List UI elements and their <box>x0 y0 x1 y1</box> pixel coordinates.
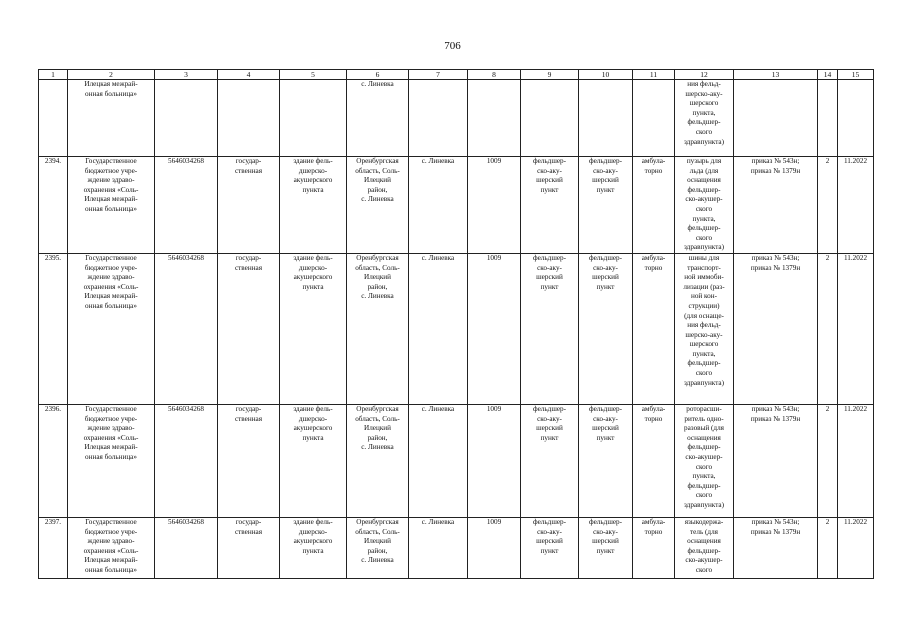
table-cell: приказ № 543н; приказ № 1379н <box>734 404 818 517</box>
table-cell: роторасши- ритель одно- разовый (для оснащения фельдшер- ско-акушер- ского пункта, фельдшер- ского здравпункта) <box>675 404 734 517</box>
table-cell <box>818 80 838 157</box>
table-cell: 2397. <box>39 517 68 578</box>
table-cell: 1009 <box>468 253 521 404</box>
table-cell <box>409 80 468 157</box>
table-cell: с. Линевка <box>409 253 468 404</box>
column-number-cell: 5 <box>280 70 347 80</box>
table-cell: фельдшер- ско-аку- шерский пункт <box>579 157 633 254</box>
page-number: 706 <box>444 40 461 52</box>
table-cell: амбула- торно <box>633 157 675 254</box>
column-number-cell: 1 <box>39 70 68 80</box>
column-number-cell: 4 <box>218 70 280 80</box>
table-cell: Государственное бюджетное учре- ждение здраво- охранения «Соль- Илецкая межрай- онная больница» <box>68 517 155 578</box>
table-cell: здание фель- дшерско- акушерского пункта <box>280 404 347 517</box>
table-cell: здание фель- дшерско- акушерского пункта <box>280 157 347 254</box>
table-cell: Илецкая межрай- онная больница» <box>68 80 155 157</box>
table-cell: с. Линевка <box>347 80 409 157</box>
table-cell <box>468 80 521 157</box>
table-row <box>39 80 874 157</box>
table-cell: 11.2022 <box>838 157 874 254</box>
column-number-cell: 10 <box>579 70 633 80</box>
table-cell: Государственное бюджетное учре- ждение здраво- охранения «Соль- Илецкая межрай- онная больница» <box>68 404 155 517</box>
table-cell: 2 <box>818 404 838 517</box>
table-row <box>39 253 874 404</box>
table-cell: с. Линевка <box>409 517 468 578</box>
table-cell: ния фельд- шерско-аку- шерского пункта, фельдшер- ского здравпункта) <box>675 80 734 157</box>
table-cell: 5646034268 <box>155 157 218 254</box>
table-cell: фельдшер- ско-аку- шерский пункт <box>521 157 579 254</box>
table-cell: языкодержа- тель (для оснащения фельдшер- ско-акушер- ского <box>675 517 734 578</box>
table-cell: Оренбургская область, Соль- Илецкий район, с. Линевка <box>347 157 409 254</box>
table-cell: 1009 <box>468 157 521 254</box>
table-cell <box>280 80 347 157</box>
table-row <box>39 517 874 578</box>
table-cell: государ- ственная <box>218 517 280 578</box>
table-cell: приказ № 543н; приказ № 1379н <box>734 157 818 254</box>
column-number-cell: 13 <box>734 70 818 80</box>
table-cell: государ- ственная <box>218 157 280 254</box>
table-cell: шины для транспорт- ной иммоби- лизации (раз- ной кон- струкции) (для оснаще- ния фельд- шерско-аку- шерского пункта, фельдшер- ского здравпункта) <box>675 253 734 404</box>
table-cell: 1009 <box>468 404 521 517</box>
table-cell: государ- ственная <box>218 404 280 517</box>
table-cell: фельдшер- ско-аку- шерский пункт <box>521 253 579 404</box>
table-cell: фельдшер- ско-аку- шерский пункт <box>579 253 633 404</box>
table-row <box>39 157 874 254</box>
table-cell <box>579 80 633 157</box>
table-cell <box>734 80 818 157</box>
column-number-cell: 6 <box>347 70 409 80</box>
table-cell: амбула- торно <box>633 517 675 578</box>
table-cell: 5646034268 <box>155 404 218 517</box>
column-number-cell: 15 <box>838 70 874 80</box>
table-body <box>39 70 874 579</box>
table-cell: 11.2022 <box>838 253 874 404</box>
table-cell: фельдшер- ско-аку- шерский пункт <box>579 517 633 578</box>
table-cell: 5646034268 <box>155 253 218 404</box>
table-cell: с. Линевка <box>409 404 468 517</box>
table-row <box>39 404 874 517</box>
table-cell: фельдшер- ско-аку- шерский пункт <box>521 404 579 517</box>
column-number-cell: 12 <box>675 70 734 80</box>
table-cell: 5646034268 <box>155 517 218 578</box>
table-cell: 1009 <box>468 517 521 578</box>
table-cell <box>218 80 280 157</box>
table-cell: 2396. <box>39 404 68 517</box>
table-cell: 11.2022 <box>838 404 874 517</box>
column-number-cell: 9 <box>521 70 579 80</box>
registry-table <box>38 69 874 579</box>
table-cell: Оренбургская область, Соль- Илецкий район, с. Линевка <box>347 253 409 404</box>
table-cell: 2395. <box>39 253 68 404</box>
table-cell: 2394. <box>39 157 68 254</box>
column-number-cell: 7 <box>409 70 468 80</box>
table-cell <box>39 80 68 157</box>
table-cell: с. Линевка <box>409 157 468 254</box>
column-number-cell: 14 <box>818 70 838 80</box>
table-cell: амбула- торно <box>633 404 675 517</box>
table-cell: 2 <box>818 517 838 578</box>
table-cell <box>838 80 874 157</box>
table-cell: амбула- торно <box>633 253 675 404</box>
table-cell: приказ № 543н; приказ № 1379н <box>734 253 818 404</box>
table-cell: 11.2022 <box>838 517 874 578</box>
table-cell: 2 <box>818 253 838 404</box>
column-number-cell: 2 <box>68 70 155 80</box>
table-cell: Государственное бюджетное учре- ждение здраво- охранения «Соль- Илецкая межрай- онная больница» <box>68 253 155 404</box>
table-cell: Государственное бюджетное учре- ждение здраво- охранения «Соль- Илецкая межрай- онная больница» <box>68 157 155 254</box>
column-number-cell: 3 <box>155 70 218 80</box>
table-cell: здание фель- дшерско- акушерского пункта <box>280 253 347 404</box>
table-cell: Оренбургская область, Соль- Илецкий район, с. Линевка <box>347 404 409 517</box>
table-cell: здание фель- дшерско- акушерского пункта <box>280 517 347 578</box>
table-cell: фельдшер- ско-аку- шерский пункт <box>521 517 579 578</box>
column-number-row <box>39 70 874 80</box>
column-number-cell: 11 <box>633 70 675 80</box>
table-cell: пузырь для льда (для оснащения фельдшер- ско-акушер- ского пункта, фельдшер- ского здравпункта) <box>675 157 734 254</box>
table-cell: государ- ственная <box>218 253 280 404</box>
table-cell: Оренбургская область, Соль- Илецкий район, с. Линевка <box>347 517 409 578</box>
table-cell <box>633 80 675 157</box>
table-cell <box>155 80 218 157</box>
table-cell: 2 <box>818 157 838 254</box>
column-number-cell: 8 <box>468 70 521 80</box>
table-cell: фельдшер- ско-аку- шерский пункт <box>579 404 633 517</box>
table-cell <box>521 80 579 157</box>
table-cell: приказ № 543н; приказ № 1379н <box>734 517 818 578</box>
